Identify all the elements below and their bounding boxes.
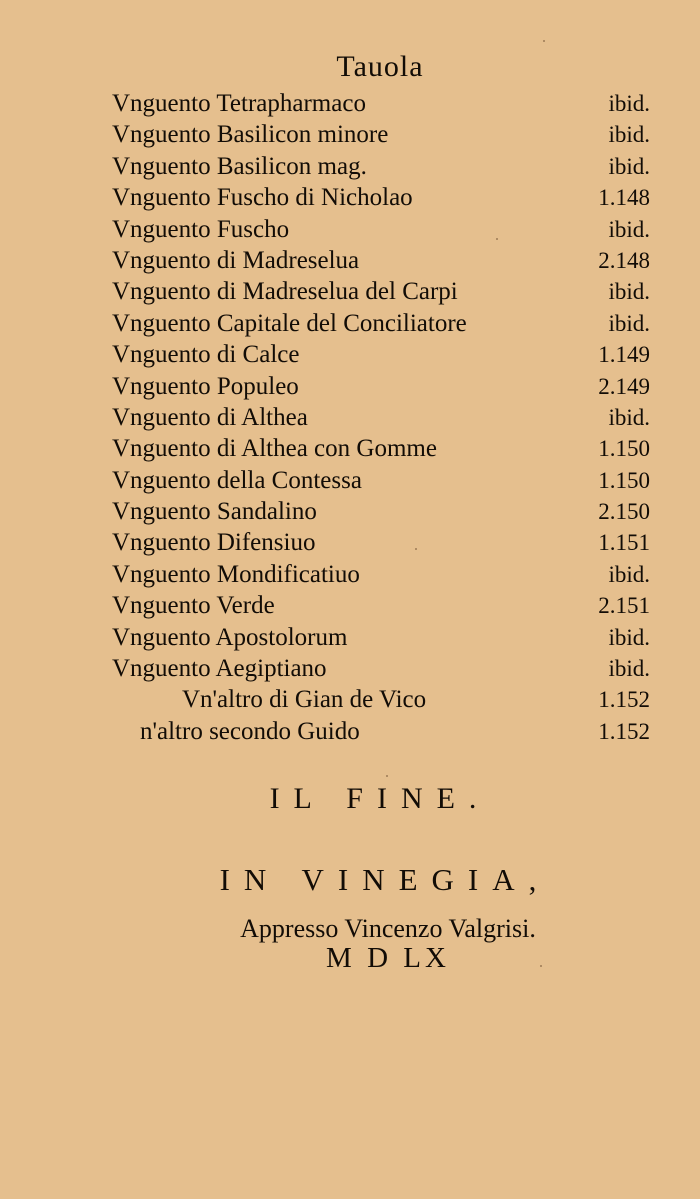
toc-entry-page: ibid. (608, 656, 650, 682)
toc-entry (0, 433, 700, 464)
toc-entry (0, 214, 700, 245)
paper-speck (543, 40, 545, 42)
paper-speck (415, 548, 417, 550)
toc-entry-name: Vnguento Apostolorum (112, 623, 348, 651)
toc-entry (0, 151, 700, 182)
toc-entry (0, 684, 700, 715)
toc-entry-page: ibid. (608, 404, 650, 430)
toc-entry-page: ibid. (608, 122, 650, 148)
toc-entry-page: 2.148 (598, 247, 650, 273)
toc-entry-page: 1.151 (598, 530, 650, 556)
toc-entry-page: ibid. (608, 624, 650, 650)
toc-entry (0, 276, 700, 307)
toc-entry (0, 465, 700, 496)
toc-entry-name: Vnguento Verde (112, 592, 275, 620)
toc-entry-page: ibid. (608, 91, 650, 116)
toc-entry (0, 402, 700, 433)
imprint-printer: Appresso Vincenzo Valgrisi. (240, 914, 536, 943)
toc-entry-name: Vnguento Basilicon mag. (112, 152, 367, 180)
toc-entry (0, 716, 700, 747)
toc-entry (0, 527, 700, 558)
toc-entry (0, 590, 700, 621)
toc-entry-name: Vnguento Populeo (112, 372, 299, 400)
toc-entry-page: 1.150 (598, 467, 650, 493)
toc-entry (0, 308, 700, 339)
paper-speck (496, 238, 498, 240)
toc-entry (0, 496, 700, 527)
toc-entry (0, 559, 700, 590)
toc-entry-page: ibid. (608, 216, 650, 242)
toc-entry (0, 622, 700, 653)
table-of-contents (0, 88, 700, 747)
paper-speck (540, 965, 542, 967)
toc-entry (0, 88, 700, 119)
toc-entry (0, 339, 700, 370)
toc-entry-name: Vnguento di Madreselua (112, 246, 360, 274)
toc-entry-name: Vnguento di Althea (112, 403, 308, 431)
toc-entry-page: 1.148 (598, 185, 650, 211)
toc-entry (0, 182, 700, 213)
toc-entry-name: Vnguento di Althea con Gomme (112, 435, 437, 463)
toc-entry (0, 371, 700, 402)
toc-entry-page: 2.150 (598, 499, 650, 525)
toc-entry-name: Vnguento Sandalino (112, 498, 317, 526)
toc-entry-name: Vnguento Fuscho di Nicholao (112, 184, 413, 212)
imprint-place: IN VINEGIA, (219, 862, 551, 897)
toc-entry-page: ibid. (608, 153, 650, 179)
toc-entry-name: Vnguento di Calce (112, 341, 300, 369)
toc-entry-page: ibid. (608, 279, 650, 305)
toc-entry-page: ibid. (608, 310, 650, 336)
toc-entry-name: Vnguento Difensiuo (112, 529, 316, 557)
toc-entry (0, 119, 700, 150)
imprint-year: M D LX (326, 942, 450, 974)
toc-entry-page: 2.151 (598, 593, 650, 619)
toc-entry-name: Vnguento Capitale del Conciliatore (112, 309, 467, 337)
toc-entry-name: Vnguento Fuscho (112, 215, 290, 243)
toc-entry-name: n'altro secondo Guido (140, 717, 360, 745)
toc-entry-name: Vnguento di Madreselua del Carpi (112, 278, 458, 306)
toc-entry-name: Vn'altro di Gian de Vico (182, 686, 427, 714)
toc-entry-page: 1.149 (598, 342, 650, 368)
toc-entry-page: 2.149 (598, 373, 650, 399)
toc-entry-page: 1.152 (598, 687, 650, 713)
paper-speck (386, 775, 388, 777)
toc-entry-page: 1.150 (598, 436, 650, 462)
toc-entry-page: ibid. (608, 561, 650, 587)
toc-entry-name: Vnguento Basilicon minore (112, 121, 389, 149)
toc-entry-name: Vnguento Tetrapharmaco (112, 90, 366, 117)
toc-entry (0, 653, 700, 684)
toc-entry (0, 245, 700, 276)
page-title: Tauola (336, 50, 424, 83)
toc-entry-page: 1.152 (598, 718, 650, 744)
end-marker: IL FINE. (269, 782, 491, 815)
toc-entry-name: Vnguento Aegiptiano (112, 655, 327, 683)
toc-entry-name: Vnguento Mondificatiuo (112, 560, 360, 588)
toc-entry-name: Vnguento della Contessa (112, 466, 362, 494)
